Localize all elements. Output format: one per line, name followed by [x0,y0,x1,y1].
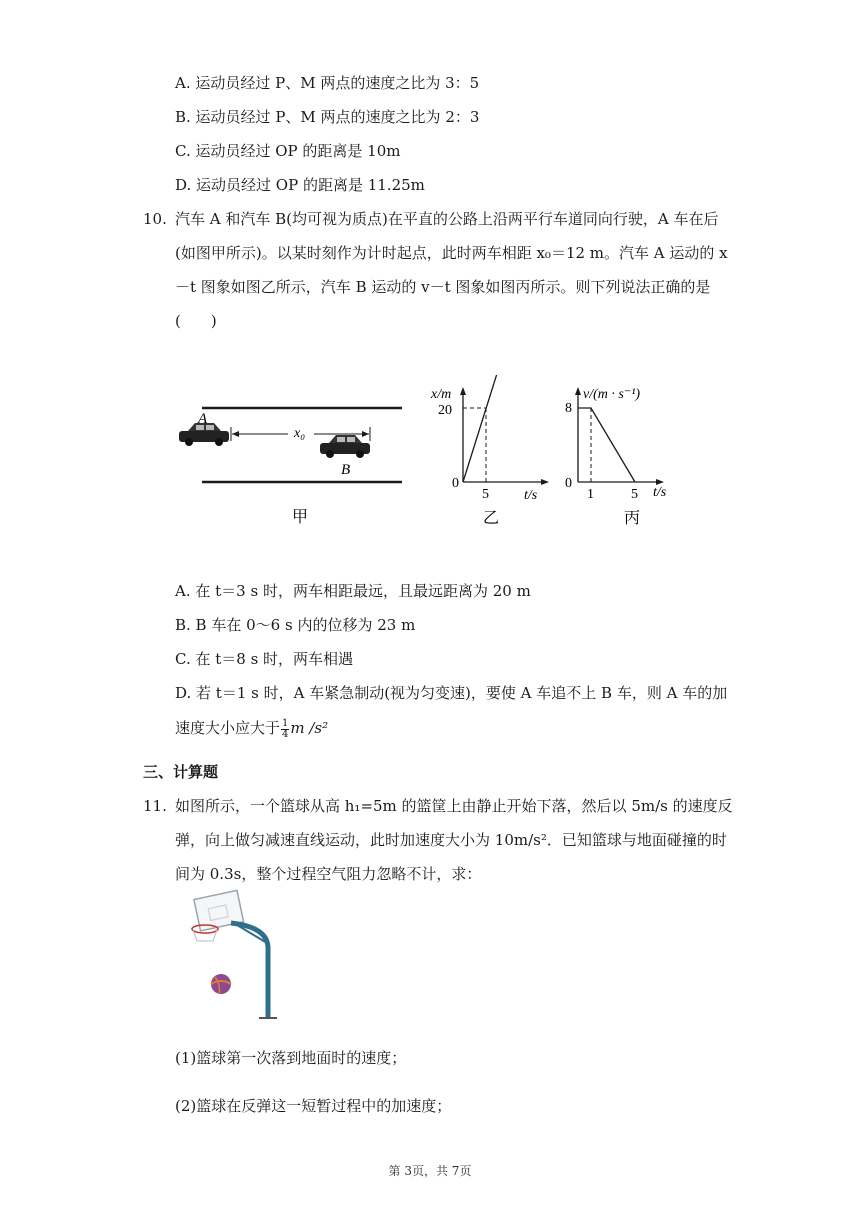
q9-option-b: B. 运动员经过 P、M 两点的速度之比为 2：3 [175,108,480,126]
fraction-denominator: 4 [282,728,289,740]
q9-option-c: C. 运动员经过 OP 的距离是 10m [175,142,401,160]
q10-stem-line-2: (如图甲所示)。以某时刻作为计时起点，此时两车相距 x₀＝12 m。汽车 A 运动的 x [175,244,728,262]
bing-x-tick-2-label: 5 [631,487,638,502]
fraction-numerator: 1 [282,717,289,729]
figure-bing-caption: 丙 [624,510,641,527]
q11-stem-line-2: 弹，向上做匀减速直线运动，此时加速度大小为 10m/s²．已知篮球与地面碰撞的时 [175,831,727,849]
q10-stem-line-4: ( ) [175,312,217,330]
x0-arrowhead-left [232,431,239,437]
q10-option-d-prefix: 速度大小应大于 [175,719,281,737]
car-b-label: B [341,462,351,478]
q9-option-a: A. 运动员经过 P、M 两点的速度之比为 3：5 [175,74,480,92]
q10-option-b: B. B 车在 0～6 s 内的位移为 23 m [175,616,416,634]
q11-subquestion-2: (2)篮球在反弹这一短暂过程中的加速度； [175,1097,452,1115]
figure-yi [425,375,555,535]
yi-y-tick-label: 20 [438,403,452,418]
q10-option-d-line-1: D. 若 t＝1 s 时，A 车紧急制动(视为匀变速)，要使 A 车追不上 B 车，则 A 车的加 [175,684,728,702]
section-title: 三、计算题 [143,763,219,781]
figure-yi-caption: 乙 [483,510,500,527]
car-a-label: A [198,411,208,427]
x0-label: x₀ [294,426,306,441]
yi-x-arrow [541,479,549,485]
bing-y-axis-label: v/(m · s⁻¹) [583,387,641,402]
figure-jia-caption: 甲 [292,509,309,526]
page-footer: 第 3页，共 7页 [388,1164,472,1178]
x0-arrowhead-right [362,431,369,437]
yi-x-tick-label: 5 [482,487,489,502]
q10-stem-line-1: 汽车 A 和汽车 B(均可视为质点)在平直的公路上沿两平行车道同向行驶，A 车在后 [175,210,719,228]
bing-y-arrow [575,387,581,395]
yi-origin-label: 0 [452,476,459,491]
yi-y-arrow [460,387,466,395]
yi-y-axis-label: x/m [431,387,452,402]
bing-y-tick-label: 8 [565,401,572,416]
fraction-one-quarter [281,719,289,740]
q10-option-d-line-2 [175,718,328,740]
q10-option-c: C. 在 t＝8 s 时，两车相遇 [175,650,354,668]
q11-subquestion-1: (1)篮球第一次落到地面时的速度； [175,1049,407,1067]
q11-number: 11. [143,797,167,815]
figure-bing [560,375,700,535]
car-b-icon [320,435,370,458]
bing-x-tick-1-label: 1 [587,487,594,502]
figure-jia [170,395,410,535]
basketball-hoop-illustration [185,885,295,1025]
q11-stem-line-1: 如图所示，一个篮球从高 h₁=5m 的篮筐上由静止开始下落，然后以 5m/s 的速度反 [175,797,733,815]
q10-stem-line-3: －t 图象如图乙所示，汽车 B 运动的 v－t 图象如图丙所示。则下列说法正确的是 [175,278,711,296]
bing-x-axis-label: t/s [653,485,667,500]
q10-option-d-suffix: m /s² [290,719,329,737]
q9-option-d: D. 运动员经过 OP 的距离是 11.25m [175,176,425,194]
basketball-icon [211,974,231,994]
hoop-pole [231,923,268,1017]
bing-origin-label: 0 [565,476,572,491]
q11-stem-line-3: 间为 0.3s，整个过程空气阻力忽略不计，求： [175,865,482,883]
q10-number: 10. [143,210,167,228]
yi-x-axis-label: t/s [524,488,538,503]
yi-data-line [463,375,500,482]
q10-option-a: A. 在 t＝3 s 时，两车相距最远，且最远距离为 20 m [175,582,531,600]
bing-data-line [578,408,635,482]
